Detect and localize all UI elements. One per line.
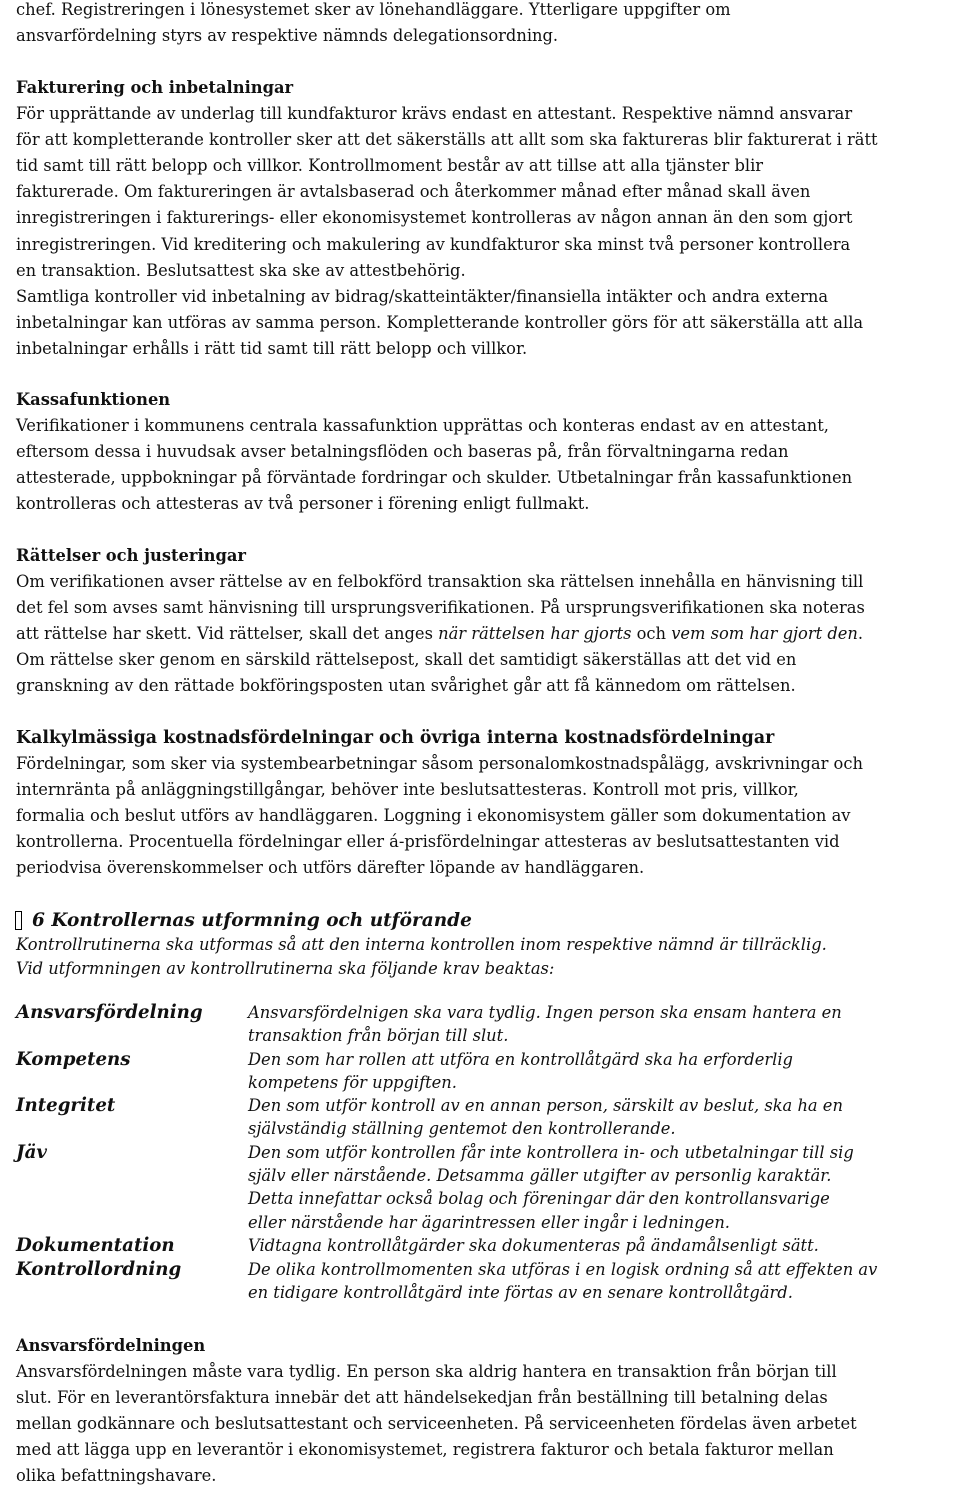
text-line: Vidtagna kontrollåtgärder ska dokumenteras på ändamålsenligt sätt. — [248, 1235, 819, 1255]
text-line: Kontrollrutinerna ska utformas så att den interna kontrollen inom respektive nämnd är tillräcklig. — [16, 935, 827, 954]
text-line: Samtliga kontroller vid inbetalning av bidrag/skatteintäkter/finansiella intäkter och andra externa — [16, 286, 829, 306]
text-line: De olika kontrollmomenten ska utföras i en logisk ordning så att effekten av — [248, 1259, 878, 1279]
requirement-term: Kontrollordning — [16, 1258, 182, 1280]
requirement-description — [248, 1258, 946, 1305]
text-line: Fördelningar, som sker via systembearbetningar såsom personalomkostnadspålägg, avskrivningar och — [16, 754, 863, 773]
requirement-row — [16, 1001, 946, 1048]
text-line: kompetens för uppgiften. — [248, 1072, 457, 1092]
section-heading: Kassafunktionen — [16, 390, 171, 409]
text-line: kontrollerna. Procentuella fördelningar eller á-prisfördelningar attesteras av beslutsattestanten vid — [16, 832, 840, 852]
text-line: formalia och beslut utförs av handläggaren. Loggning i ekonomisystem gäller som dokumentation av — [16, 806, 851, 826]
text-line: periodvisa överenskommelser och utförs därefter löpande av handläggaren. — [16, 858, 645, 878]
requirement-row — [16, 1094, 946, 1141]
requirement-row — [16, 1234, 946, 1258]
text-line: kontrolleras och attesteras av två personer i förening enligt fullmakt. — [16, 494, 590, 514]
fakturering-paragraph-1 — [16, 101, 946, 284]
text-line: chef. Registreringen i lönesystemet sker av lönehandläggare. Ytterligare uppgifter om — [16, 0, 731, 19]
intro-paragraph — [16, 0, 946, 49]
text-line: Den som utför kontroll av en annan person, särskilt av beslut, ska ha en — [248, 1096, 843, 1116]
text-line: inbetalningar kan utföras av samma person. Kompletterande kontroller görs för att säkerställa att alla — [16, 312, 864, 332]
requirement-term: Ansvarsfördelning — [16, 1002, 203, 1023]
rattelser-paragraph — [16, 569, 946, 699]
text-line: inregistreringen. Vid kreditering och makulering av kundfakturor ska minst två personer kontrollera — [16, 234, 851, 254]
section-heading: Ansvarsfördelningen — [16, 1336, 206, 1355]
requirement-description — [248, 1048, 946, 1095]
text-line: det fel som avses samt hänvisning till ursprungsverifikationen. På ursprungsverifikationen ska noteras — [16, 598, 865, 618]
requirement-description — [248, 1234, 946, 1258]
text-line: Vid utformningen av kontrollrutinerna ska följande krav beaktas: — [16, 958, 555, 978]
section-kassafunktionen — [16, 387, 946, 517]
fakturering-paragraph-2 — [16, 284, 946, 362]
text-line: tid samt till rätt belopp och villkor. Kontrollmoment består av att tillse att alla tjänster blir — [16, 156, 764, 176]
text-line: Ansvarsfördelnigen ska vara tydlig. Ingen person ska ensam hantera en — [248, 1003, 842, 1022]
text-line: granskning av den rättade bokföringsposten utan svårighet går att få kännedom om rättelsen. — [16, 676, 796, 696]
emphasis-text: vem som har gjort den — [671, 624, 858, 644]
requirement-description — [248, 1094, 946, 1141]
requirement-row — [16, 1141, 946, 1234]
text-line: Den som har rollen att utföra en kontrollåtgärd ska ha erforderlig — [248, 1049, 793, 1069]
text-line: själv eller närstående. Detsamma gäller utgifter av personlig karaktär. — [248, 1166, 832, 1186]
requirement-row — [16, 1048, 946, 1095]
section-kalkyl — [16, 725, 946, 881]
section-rattelser — [16, 543, 946, 700]
kassa-paragraph — [16, 413, 946, 517]
text-line: en tidigare kontrollåtgärd inte förtas av en senare kontrollåtgärd. — [248, 1283, 793, 1303]
text-line: Verifikationer i kommunens centrala kassafunktion upprättas och konteras endast av en attestant, — [16, 416, 829, 436]
text-line: fakturerade. Om faktureringen är avtalsbaserad och återkommer månad efter månad skall även — [16, 182, 811, 202]
section-ansvarsfordelningen — [16, 1333, 946, 1490]
requirement-term: Dokumentation — [16, 1234, 175, 1256]
requirement-description — [248, 1141, 946, 1234]
requirement-row — [16, 1258, 946, 1305]
text-line — [16, 621, 946, 647]
requirement-term: Integritet — [16, 1095, 116, 1117]
text-line: internränta på anläggningstillgångar, behöver inte beslutsattesteras. Kontroll mot pris, villkor, — [16, 780, 799, 800]
text-line: Ansvarsfördelningen måste vara tydlig. En person ska aldrig hantera en transaktion från början till — [16, 1362, 837, 1382]
text-span: att rättelse har skett. Vid rättelser, skall det anges — [16, 624, 439, 644]
text-line: inbetalningar erhålls i rätt tid samt till rätt belopp och villkor. — [16, 338, 528, 358]
section-heading: Fakturering och inbetalningar — [16, 78, 294, 97]
text-line: transaktion från början till slut. — [248, 1026, 509, 1046]
heading-box-marker — [15, 911, 22, 930]
text-line: mellan godkännare och beslutsattestant och serviceenheten. På serviceenheten fördelas även arbetet — [16, 1414, 857, 1434]
requirement-description — [248, 1001, 946, 1048]
kalkyl-paragraph — [16, 751, 946, 881]
text-line: Om verifikationen avser rättelse av en felbokförd transaktion ska rättelsen innehålla en hänvisning till — [16, 572, 864, 592]
section-fakturering — [16, 75, 946, 362]
text-line: attesterade, uppbokningar på förväntade fordringar och skulder. Utbetalningar från kassafunktionen — [16, 468, 853, 488]
text-line: självständig ställning gentemot den kontrollerande. — [248, 1119, 676, 1139]
text-line: ansvarfördelning styrs av respektive nämnds delegationsordning. — [16, 26, 559, 46]
text-span: och — [631, 624, 672, 644]
requirement-term: Jäv — [16, 1141, 47, 1163]
text-line: Den som utför kontrollen får inte kontrollera in- och utbetalningar till sig — [248, 1142, 854, 1162]
section-heading: Kalkylmässiga kostnadsfördelningar och övriga interna kostnadsfördelningar — [16, 728, 775, 748]
ansvar-paragraph — [16, 1359, 946, 1489]
text-line: med att lägga upp en leverantör i ekonomisystemet, registrera fakturor och betala fakturor mellan — [16, 1440, 834, 1460]
text-line: olika befattningshavare. — [16, 1466, 217, 1486]
text-line: eftersom dessa i huvudsak avser betalningsflöden och baseras på, från förvaltningarna redan — [16, 442, 789, 462]
section-6-title: 6 Kontrollernas utformning och utförande — [32, 910, 472, 931]
text-line: för att kompletterande kontroller sker att det säkerställs att allt som ska faktureras blir fakturerat i rätt — [16, 130, 878, 150]
text-line: Detta innefattar också bolag och föreningar där den kontrollansvarige — [248, 1189, 830, 1209]
text-line: slut. För en leverantörsfaktura innebär det att händelsekedjan från beställning till betalning delas — [16, 1388, 828, 1408]
text-line: Om rättelse sker genom en särskild rättelsepost, skall det samtidigt säkerställas att det vid en — [16, 650, 797, 670]
emphasis-text: när rättelsen har gjorts — [438, 624, 632, 644]
section-6-description — [16, 933, 946, 980]
requirement-term: Kompetens — [16, 1048, 131, 1070]
requirements-table — [16, 1001, 946, 1305]
text-line: För upprättande av underlag till kundfakturor krävs endast en attestant. Respektive nämnd ansvarar — [16, 104, 853, 124]
text-line: en transaktion. Beslutsattest ska ske av attestbehörig. — [16, 260, 466, 280]
section-heading: Rättelser och justeringar — [16, 546, 246, 565]
text-span: . — [857, 624, 864, 644]
text-line: inregistreringen i fakturerings- eller ekonomisystemet kontrolleras av någon annan än den som gjort — [16, 208, 853, 228]
text-line: eller närstående har ägarintressen eller ingår i ledningen. — [248, 1212, 730, 1232]
